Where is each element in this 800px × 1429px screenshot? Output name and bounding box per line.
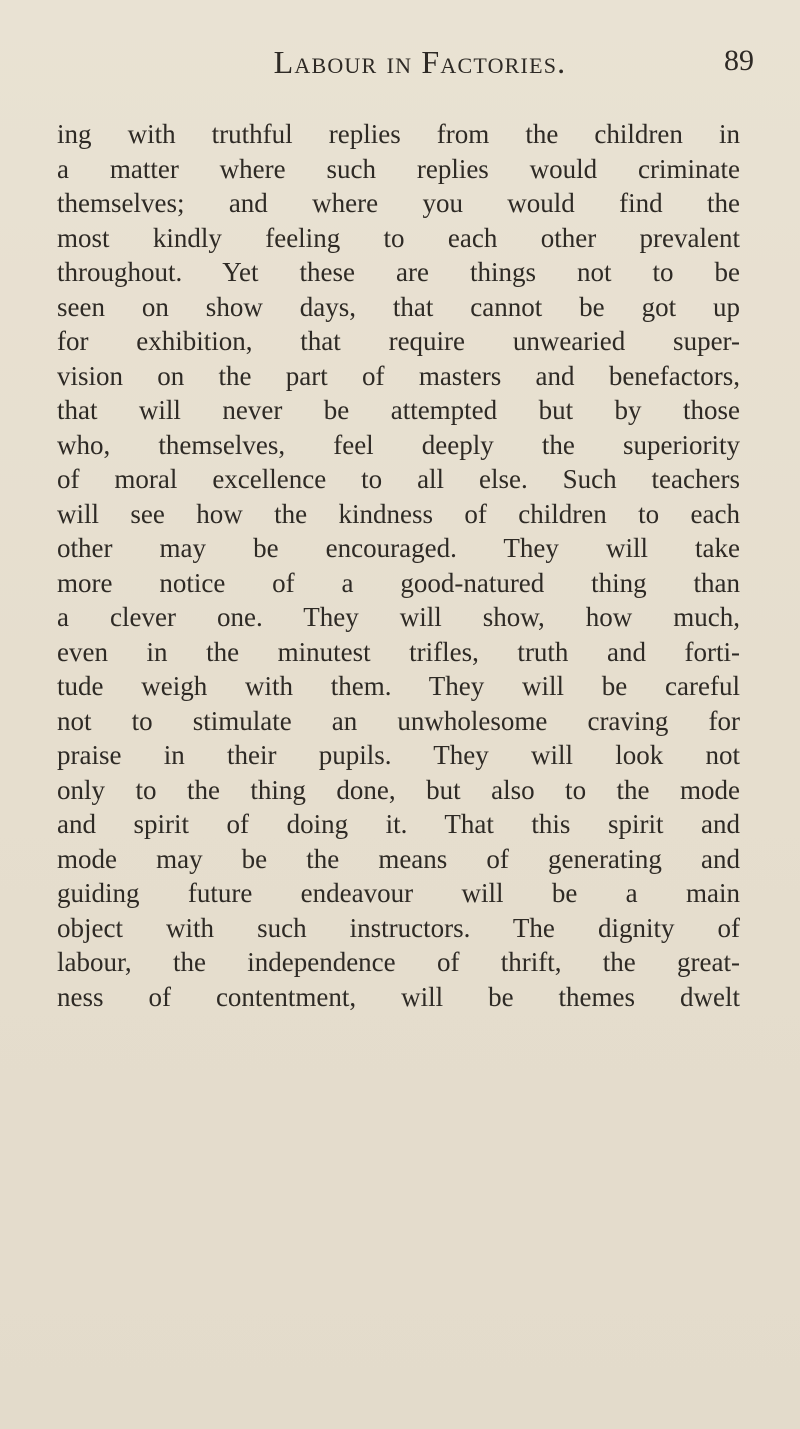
text-line: object with such instructors. The dignity of	[57, 912, 740, 943]
text-line: ing with truthful replies from the children in	[57, 119, 740, 149]
text-line: who, themselves, feel deeply the superiority	[57, 429, 740, 460]
page-number: 89	[724, 44, 754, 77]
running-head	[0, 44, 800, 92]
text-line: tude weigh with them. They will be careful	[57, 671, 740, 701]
text-line: a clever one. They will show, how much,	[57, 602, 740, 632]
text-line: themselves; and where you would find the	[57, 188, 740, 218]
text-line: that will never be attempted but by those	[57, 395, 740, 425]
text-line: even in the minutest trifles, truth and forti-	[57, 636, 740, 667]
running-title: Labour in Factories.	[273, 44, 567, 80]
body-text	[57, 117, 740, 1014]
text-line: only to the thing done, but also to the mode	[57, 774, 740, 805]
text-line: throughout. Yet these are things not to be	[57, 257, 740, 287]
text-line: praise in their pupils. They will look not	[57, 740, 740, 770]
text-line: more notice of a good-natured thing than	[57, 567, 740, 598]
text-line: and spirit of doing it. That this spirit and	[57, 809, 740, 839]
text-line: mode may be the means of generating and	[57, 843, 740, 874]
text-line: most kindly feeling to each other prevalent	[57, 222, 740, 253]
text-line: ness of contentment, will be themes dwelt	[57, 981, 740, 1012]
text-line: a matter where such replies would criminate	[57, 153, 740, 184]
text-line: for exhibition, that require unwearied super-	[57, 326, 740, 356]
text-line: of moral excellence to all else. Such teachers	[57, 464, 740, 494]
text-line: other may be encouraged. They will take	[57, 533, 740, 563]
text-line: seen on show days, that cannot be got up	[57, 291, 740, 322]
text-line: not to stimulate an unwholesome craving for	[57, 705, 740, 736]
text-line: will see how the kindness of children to each	[57, 498, 740, 529]
text-line: labour, the independence of thrift, the great-	[57, 947, 740, 977]
text-line: guiding future endeavour will be a main	[57, 878, 740, 908]
text-line: vision on the part of masters and benefactors,	[57, 360, 740, 391]
